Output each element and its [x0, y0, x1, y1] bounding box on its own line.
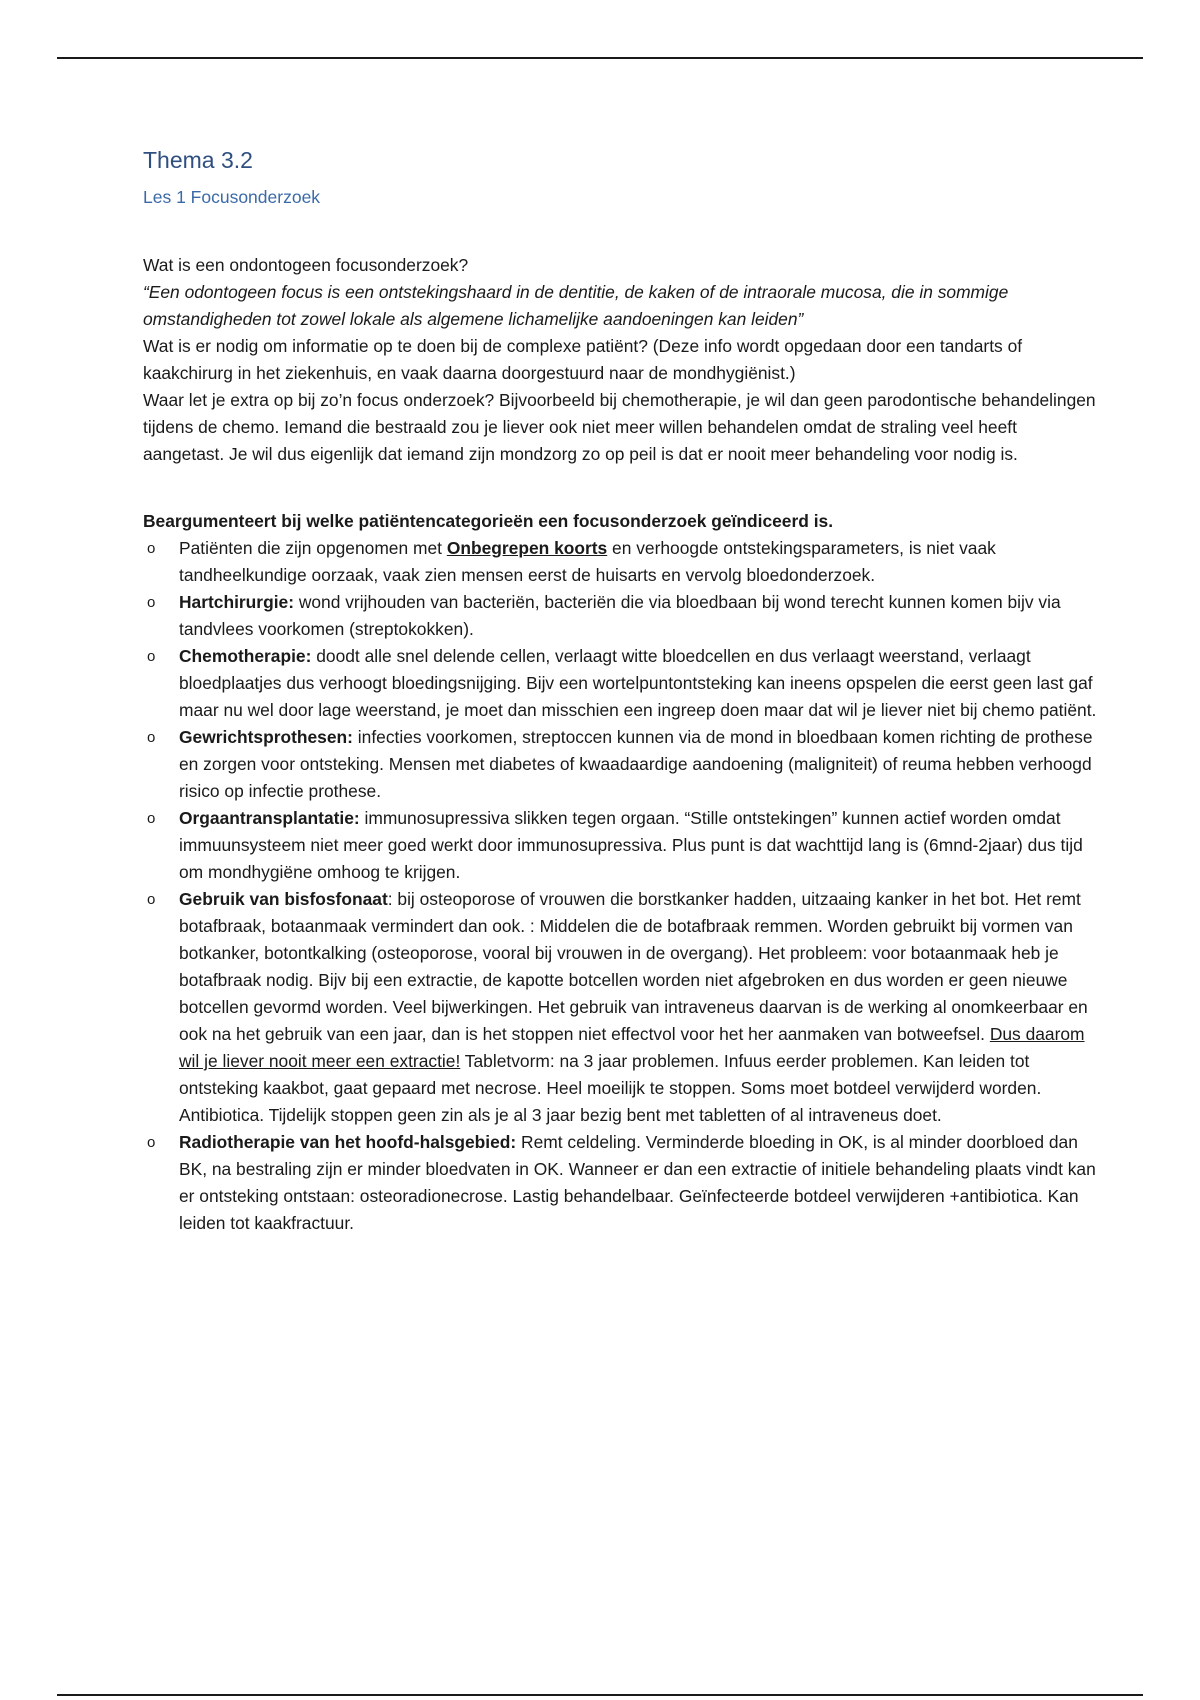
bullet-icon: o [147, 1134, 156, 1151]
term-gewrichtsprothesen: Gewrichtsprothesen: [179, 727, 353, 747]
document-page [143, 140, 1100, 1237]
bullet-icon: o [147, 891, 156, 908]
bullet-icon: o [147, 729, 156, 746]
bullet-icon: o [147, 810, 156, 827]
bullet-icon: o [147, 540, 156, 557]
page-title: Thema 3.2 [143, 147, 253, 173]
term-radiotherapie: Radiotherapie van het hoofd-halsgebied: [179, 1132, 517, 1152]
bullet-icon: o [147, 648, 156, 665]
list-item-hartchirurgie: o Hartchirurgie: wond vrijhouden van bacteriën, bacteriën die via bloedbaan bij wond terecht kunnen komen bijv via tandvlees voorkomen (streptokokken). [143, 589, 1100, 643]
page-subtitle: Les 1 Focusonderzoek [143, 187, 321, 207]
list-item-chemotherapie: o Chemotherapie: doodt alle snel delende cellen, verlaagt witte bloedcellen en dus verlaagt weerstand, verlaagt bloedplaatjes dus verhoogt bloedingsnijging. Bijv een wortelpuntontsteking kan ineens opspelen die eerst geen last gaf maar nu wel door lage weerstand, je moet dan misschien een ingreep doen maar dat wil je liever niet bij chemo patiënt. [143, 643, 1100, 724]
definition-quote: “Een odontogeen focus is een ontstekingshaard in de dentitie, de kaken of de intraorale mucosa, die in sommige omstandigheden tot zowel lokale als algemene lichamelijke aandoeningen kan leiden” [143, 282, 1009, 329]
list-item-onbegrepen-koorts: o Patiënten die zijn opgenomen met Onbegrepen koorts en verhoogde ontstekingsparameters, is niet vaak tandheelkundige oorzaak, vaak zien mensen eerst de huisarts en vervolg bloedonderzoek. [143, 535, 1100, 589]
intro-question-1: Wat is een ondontogeen focusonderzoek? [143, 255, 469, 275]
list-item-bisfosfonaat: o Gebruik van bisfosfonaat: bij osteoporose of vrouwen die borstkanker hadden, uitzaaing kanker in het bot. Het remt botafbraak, botaanmaak vermindert dan ook. : Middelen die de botafbraak remmen. Worden gebruikt bij vormen van botkanker, botontkalking (osteoporose, vooral bij vrouwen in de overgang). Het probleem: voor botaanmaak heb je botafbraak nodig. Bijv bij een extractie, de kapotte botcellen worden niet afgebroken en dus worden er geen nieuwe botcellen gevormd worden. Veel bijwerkingen. Het gebruik van intraveneus daarvan is de werking al onomkeerbaar en ook na het gebruik van een jaar, dan is het stoppen niet effectvol voor het her aanmaken van botweefsel. Dus daarom wil je liever nooit meer een extractie! Tabletvorm: na 3 jaar problemen. Infuus eerder problemen. Kan leiden tot ontsteking kaakbot, gaat gepaard met necrose. Heel moeilijk te stoppen. Soms moet botdeel verwijderd worden. Antibiotica. Tijdelijk stoppen geen zin als je al 3 jaar bezig bent met tabletten of al intraveneus doet. [143, 886, 1100, 1129]
category-list [143, 535, 1100, 1237]
underlined-extractie-note: Dus daarom wil je liever nooit meer een extractie! [179, 1024, 1085, 1071]
indication-heading: Beargumenteert bij welke patiëntencategorieën een focusonderzoek geïndiceerd is. [143, 511, 834, 531]
bullet-icon: o [147, 594, 156, 611]
bottom-rule [57, 1694, 1143, 1696]
intro-section [143, 252, 1100, 468]
intro-question-3: Waar let je extra op bij zo’n focus onderzoek? Bijvoorbeeld bij chemotherapie, je wil dan geen parodontische behandelingen tijdens de chemo. Iemand die bestraald zou je liever ook niet meer willen behandelen omdat de straling veel heeft aangetast. Je wil dus eigenlijk dat iemand zijn mondzorg zo op peil is dat er nooit meer behandeling voor nodig is. [143, 390, 1096, 464]
term-bisfosfonaat: Gebruik van bisfosfonaat [179, 889, 388, 909]
list-item-gewrichtsprothesen: o Gewrichtsprothesen: infecties voorkomen, streptoccen kunnen via de mond in bloedbaan komen richting de prothese en zorgen voor ontsteking. Mensen met diabetes of kwaadaardige aandoening (maligniteit) of reuma hebben verhoogd risico op infectie prothese. [143, 724, 1100, 805]
intro-question-2: Wat is er nodig om informatie op te doen bij de complexe patiënt? (Deze info wordt opgedaan door een tandarts of kaakchirurg in het ziekenhuis, en vaak daarna doorgestuurd naar de mondhygiënist.) [143, 336, 1023, 383]
list-item-radiotherapie: o Radiotherapie van het hoofd-halsgebied: Remt celdeling. Verminderde bloeding in OK, is al minder doorbloed dan BK, na bestraling zijn er minder bloedvaten in OK. Wanneer er dan een extractie of initiele behandeling plaats vindt kan er ontsteking ontstaan: osteoradionecrose. Lastig behandelbaar. Geïnfecteerde botdeel verwijderen +antibiotica. Kan leiden tot kaakfractuur. [143, 1129, 1100, 1237]
term-orgaantransplantatie: Orgaantransplantatie: [179, 808, 360, 828]
term-onbegrepen-koorts: Onbegrepen koorts [446, 538, 608, 558]
list-item-orgaantransplantatie: o Orgaantransplantatie: immunosupressiva slikken tegen orgaan. “Stille ontstekingen” kunnen actief worden omdat immuunsysteem niet meer goed werkt door immunosupressiva. Plus punt is dat wachttijd lang is (6mnd-2jaar) dus tijd om mondhygiëne omhoog te krijgen. [143, 805, 1100, 886]
term-hartchirurgie: Hartchirurgie: [179, 592, 294, 612]
term-chemotherapie: Chemotherapie: [179, 646, 312, 666]
top-rule [57, 57, 1143, 59]
